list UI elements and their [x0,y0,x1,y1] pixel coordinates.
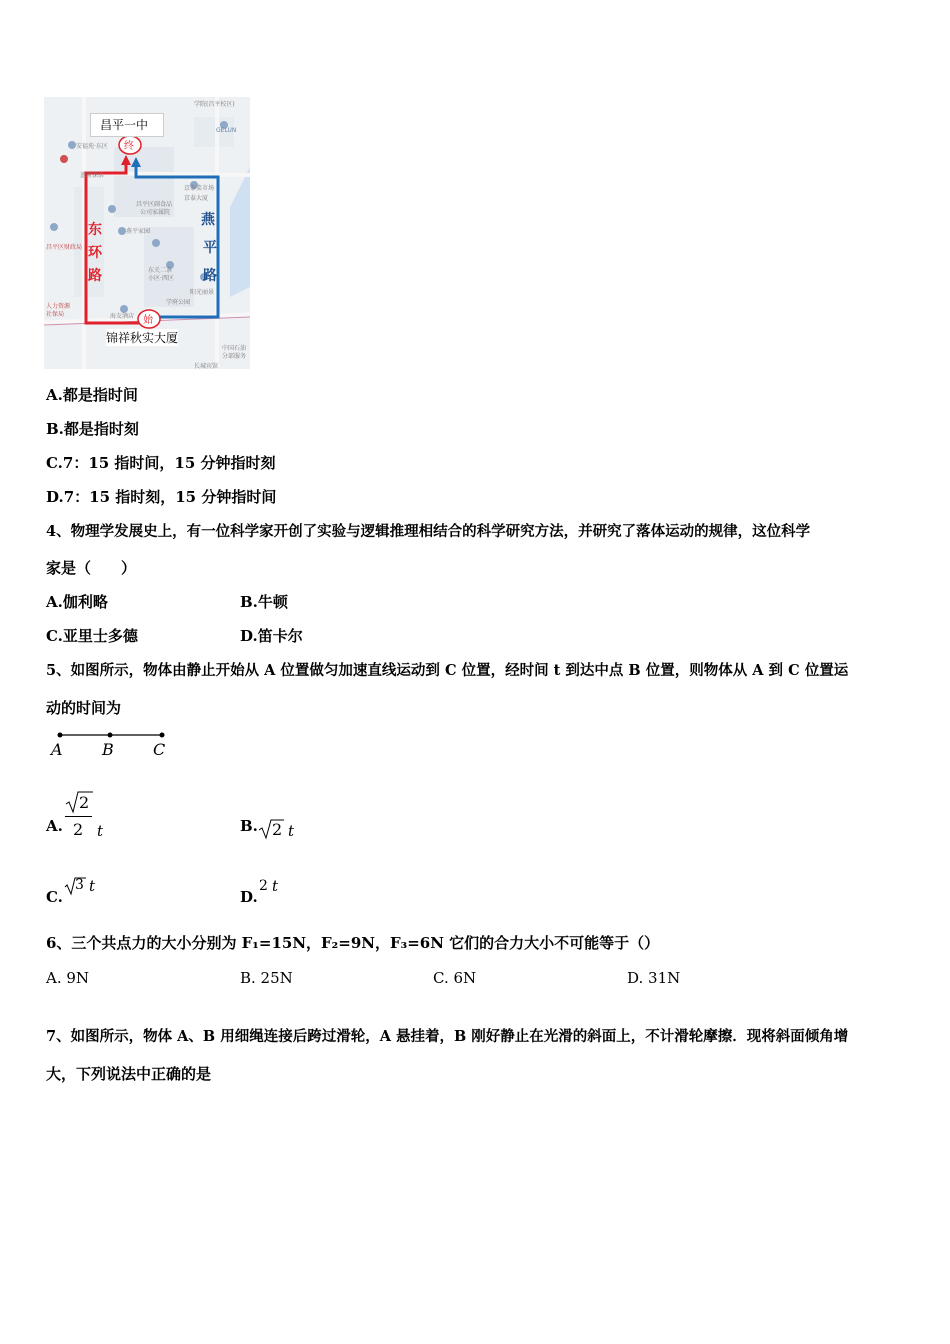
q5-line-diagram [50,728,170,762]
map-label: 小区·西区 [148,275,174,282]
q5-c-radicand: 3 [75,877,84,893]
map-label: 海友酒店 [110,313,135,320]
map-label: 安福苑·东区 [76,143,108,150]
q3-option-d: D.7：15 指时刻，15 分钟指时间 [46,488,277,506]
q5-a-denominator: 2 [73,820,84,839]
map-label: GELUN [216,127,237,134]
route-map [44,97,250,369]
q3-option-b: B.都是指时刻 [46,420,139,438]
map-label: 昌平区财政局 [46,244,83,251]
map-label: 蓝莹保洁 [80,172,105,179]
q5-option-c-label: C. [46,888,63,906]
yanping-road-char-3: 路 [203,268,217,284]
q5-option-b-label: B. [240,817,258,835]
map-label: 分部服务 [222,353,247,360]
q4-option-a: A.伽利略 [46,593,108,611]
school-label: 昌平一中 [100,118,149,132]
point-a-label: A [51,740,63,759]
q5-a-var: t [97,822,104,840]
q5-option-d-label: D. [240,888,258,906]
map-label: 人力资源 [46,303,71,310]
q4-stem-line1: 4、物理学发展史上，有一位科学家开创了实验与逻辑推理相结合的科学研究方法，并研究了落体运动的规律，这位科学 [46,523,811,540]
map-label: 燕平家园 [126,228,151,235]
q6-option-d: D. 31N [627,969,681,987]
q5-c-var: t [89,877,96,895]
q7-stem-line2: 大，下列说法中正确的是 [46,1065,212,1083]
yanping-road-char-1: 燕 [201,212,215,228]
q5-stem-line1: 5、如图所示，物体由静止开始从 A 位置做匀加速直线运动到 C 位置，经时间 t 到达中点 B 位置，则物体从 A 到 C 位置运 [46,662,849,679]
q6-option-b: B. 25N [240,969,293,987]
map-label: 中国石油 [222,345,247,352]
q5-d-coef: 2 [259,878,268,894]
point-a-dot [58,733,63,738]
q3-option-c: C.7：15 指时间，15 分钟指时刻 [46,454,276,472]
map-label: 公司家属院 [140,209,171,216]
map-label: 昌平区副食品 [136,201,173,208]
q4-option-d: D.笛卡尔 [240,627,303,645]
q6-option-c: C. 6N [433,969,477,987]
q7-stem-line1: 7、如图所示，物体 A、B 用细绳连接后跨过滑轮，A 悬挂着，B 刚好静止在光滑的斜面上，不计滑轮摩擦．现将斜面倾角增 [46,1028,849,1045]
q3-option-a: A.都是指时间 [46,386,138,404]
map-label: 长城宾馆 [194,363,219,369]
q4-option-b: B.牛顿 [240,593,288,611]
q5-option-a-label: A. [46,817,63,835]
q4-option-c: C.亚里士多德 [46,627,138,645]
start-building-label: 锦祥秋实大厦 [106,331,179,345]
yanping-road-char-2: 平 [203,240,217,256]
q5-stem-line2: 动的时间为 [46,699,122,717]
point-b-label: B [102,740,114,759]
map-label: 京泰菜市场 [184,185,215,192]
q6-stem: 6、三个共点力的大小分别为 F₁=15N，F₂=9N，F₃=6N 它们的合力大小不可能等于（） [46,934,660,952]
q5-b-var: t [288,822,295,840]
q4-stem-line2: 家是（ ） [46,559,137,577]
east-road-char-3: 路 [88,268,102,284]
map-label: 京泰大厦 [184,195,209,202]
map-label: 东关二条 [148,267,173,274]
q5-b-radicand: 2 [272,820,283,839]
q5-d-var: t [272,877,279,895]
map-label: 社保局 [46,311,65,318]
map-label: 阳光丽景 [190,289,215,296]
end-marker-label: 终 [124,141,134,152]
point-c-label: C [153,740,166,759]
point-c-dot [160,733,165,738]
start-marker-label: 始 [143,315,153,326]
point-b-dot [108,733,113,738]
map-label: 学院(昌平校区) [194,101,235,108]
q5-a-numerator: 2 [79,793,90,812]
map-label: 学府公园 [166,299,191,306]
q6-option-a: A. 9N [46,969,90,987]
fraction-bar [65,816,92,817]
east-road-char-2: 环 [88,245,102,261]
east-road-char-1: 东 [88,222,102,238]
